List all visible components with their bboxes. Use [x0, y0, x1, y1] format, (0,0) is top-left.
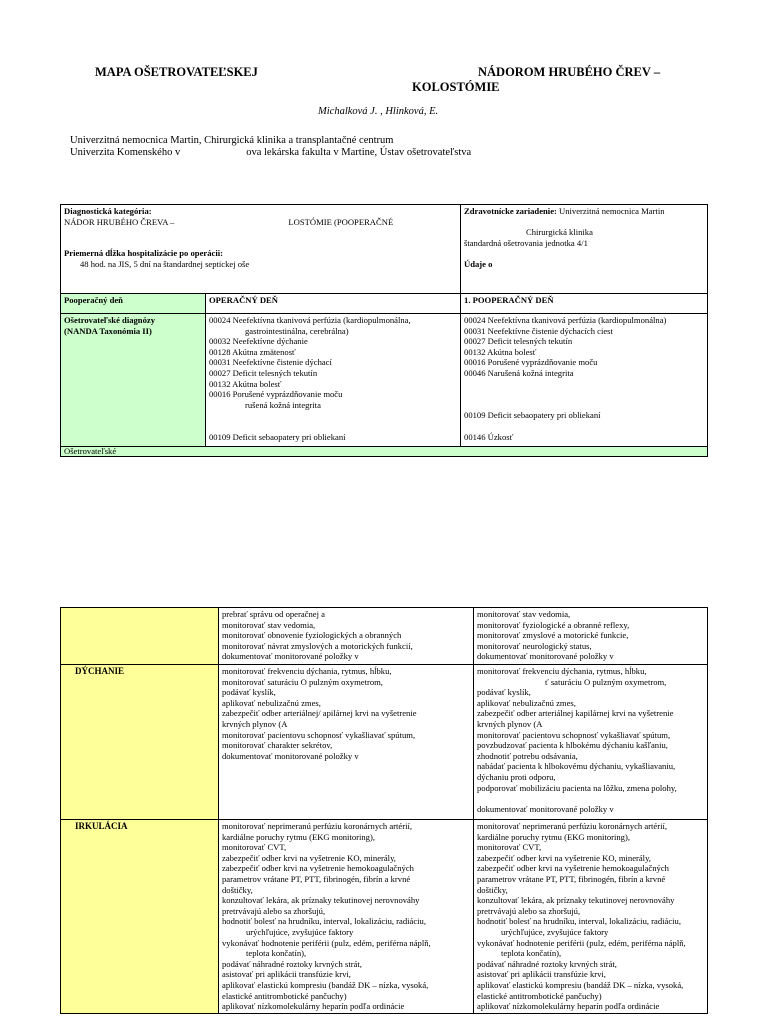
list-item: parametrov vrátane PT, PTT, fibrinogén, fibrín a krvné [222, 873, 411, 884]
section-neuro-label [61, 608, 219, 665]
list-item: monitorovať obnovenie fyziologických a obranných [222, 630, 402, 641]
list-item: doštičky, [477, 884, 508, 895]
list-item: doštičky, [222, 884, 253, 895]
diagnosis-category-cell [61, 205, 461, 294]
list-item: monitorovať neprimeranú perfúziu koronárnych artérií, [222, 821, 413, 831]
document-title-left: MAPA OŠETROVATEĽSKEJ [95, 65, 258, 79]
list-item: 00132 Akútna bolesť [209, 378, 282, 389]
document-title-right: NÁDOROM HRUBÉHO ČREV – [478, 65, 661, 79]
facility-department: Chirurgická klinika [526, 227, 593, 238]
list-item: monitorovať návrat zmyslových a motorických funkcií, [222, 640, 413, 651]
section-circulation-postop-day-1 [474, 820, 708, 1014]
list-item: konzultovať lekára, ak príznaky tekutinovej nerovnováhy [222, 895, 420, 906]
list-item: podávať náhradné roztoky krvných strát, [477, 958, 617, 969]
list-item: 00027 Deficit telesných tekutín [209, 367, 318, 378]
list-item: asistovať pri aplikácii transfúzie krvi, [477, 969, 606, 980]
document-title-right-line2: KOLOSTÓMIE [412, 80, 500, 94]
nursing-interventions-label: Ošetrovateľské [61, 447, 708, 457]
hospital-stay-value: 48 hod. na JIS, 5 dní na štandardnej septickej oše [80, 258, 250, 269]
list-item: zabezpečiť odber krvi na vyšetrenie hemokoagulačných [222, 863, 414, 874]
list-item: 00109 Deficit sebaopatery pri obliekaní [209, 431, 346, 442]
list-item: 00024 Neefektívna tkanivová perfúzia (kardiopulmonálna, [209, 315, 411, 325]
list-item: kardiálne poruchy rytmu (EKG monitoring), [477, 831, 630, 842]
list-item: 00027 Deficit telesných tekutín [464, 336, 573, 347]
list-item: monitorovať neurologický status, [477, 640, 592, 651]
list-item: 00128 Akútna zmätenosť [209, 346, 296, 357]
list-item: monitorovať frekvenciu dýchania, rytmus, hĺbku, [477, 666, 647, 676]
list-item: hodnotiť bolesť na hrudníku, interval, lokalizáciu, radiáciu, [477, 916, 681, 927]
list-item: monitorovať neprimeranú perfúziu koronárnych artérií, [477, 821, 668, 831]
institution-line2: Univerzita Komenského v ova lekárska fakulta v Martine, Ústav ošetrovateľstva [70, 147, 472, 158]
list-item: aplikovať elastickú kompresiu (bandáž DK – nízka, vysoká, [222, 979, 429, 990]
authors: Michalková J. , Hlinková, E. [318, 106, 439, 117]
list-item: zabezpečiť odber krvi na vyšetrenie hemokoagulačných [477, 863, 669, 874]
list-item: ť saturáciu O pulzným oxymetrom, [545, 676, 667, 687]
list-item: nabádať pacienta k hlbokovému dýchaniu, vykašliavaniu, [477, 761, 676, 772]
list-item: 00016 Porušené vyprázdňovanie moču [209, 389, 343, 400]
list-item: monitorovať stav vedomia, [477, 609, 571, 619]
list-item: podávať náhradné roztoky krvných strát, [222, 958, 362, 969]
list-item: hodnotiť bolesť na hrudníku, interval, lokalizáciu, radiáciu, [222, 916, 426, 927]
list-item: podporovať mobilizáciu pacienta na lôžku, zmena polohy, [477, 782, 677, 793]
list-item: zabezpečiť odber arteriálnej/ apilárnej krvi na vyšetrenie [222, 708, 417, 719]
list-item: parametrov vrátane PT, PTT, fibrinogén, fibrín a krvné [477, 873, 666, 884]
diagnosis-category-value: NÁDOR HRUBÉHO ČREVA – LOSTÓMIE (POOPERAČNÉ [64, 216, 394, 227]
column-header-postop-day-1: 1. POOPERAČNÝ DEŇ [461, 294, 708, 314]
nursing-diagnoses-label: Ošetrovateľské diagnózy (NANDA Taxonómia II) [61, 314, 206, 447]
list-item: elastické antitrombotické pančuchy) [222, 990, 347, 1001]
data-label: Údaje o [464, 258, 493, 269]
list-item: monitorovať pacientovu schopnosť vykašliavať spútum, [477, 729, 671, 740]
list-item: aplikovať nebulizačnú zmes, [222, 697, 321, 708]
list-item: povzbudzovať pacienta k hlbokému dýchaniu kašľaniu, [477, 740, 668, 751]
diagnoses-postop-day-1 [461, 314, 708, 447]
facility-unit: štandardná ošetrovania jednotka 4/1 [464, 237, 588, 248]
section-breathing-postop-day-1 [474, 665, 708, 820]
institution-line1: Univerzitná nemocnica Martin, Chirurgická klinika a transplantačné centrum [70, 135, 394, 146]
diagnoses-operative-day [206, 314, 461, 447]
list-item: teplota končatín), [501, 948, 562, 959]
list-item: 00132 Akútna bolesť [464, 346, 537, 357]
hospital-stay-label: Priemerná dĺžka hospitalizácie po operácii: [64, 248, 223, 259]
list-item: prebrať správu od operačnej a [222, 609, 325, 619]
list-item: aplikovať elastickú kompresiu (bandáž DK – nízka, vysoká, [477, 979, 684, 990]
list-item: monitorovať charakter sekrétov, [222, 740, 333, 751]
list-item: dokumentovať monitorované položky v [222, 750, 359, 761]
care-map-header-table [60, 204, 708, 457]
list-item: gastrointestinálna, cerebrálna) [245, 325, 349, 336]
section-neuro-operative-day [219, 608, 474, 665]
list-item: monitorovať frekvenciu dýchania, rytmus, hĺbku, [222, 666, 392, 676]
list-item: 00024 Neefektívna tkanivová perfúzia (kardiopulmonálna) [464, 315, 667, 325]
list-item: dokumentovať monitorované položky v [222, 651, 359, 662]
section-breathing-operative-day [219, 665, 474, 820]
postop-day-label: Pooperačný deň [61, 294, 206, 314]
section-circulation-label: IRKULÁCIA [61, 820, 219, 1014]
list-item: dýchaniu proti odporu, [477, 771, 556, 782]
list-item: asistovať pri aplikácii transfúzie krvi, [222, 969, 351, 980]
list-item: elastické antitrombotické pančuchy) [477, 990, 602, 1001]
list-item: 00016 Porušené vyprázdňovanie moču [464, 357, 598, 368]
diagnosis-category-label: Diagnostická kategória: [64, 206, 152, 216]
list-item: rušená kožná integrita [245, 399, 321, 410]
list-item: monitorovať saturáciu O pulzným oxymetrom, [222, 676, 383, 687]
list-item: teplota končatín), [246, 948, 307, 959]
list-item: zabezpečiť odber krvi na vyšetrenie KO, minerály, [477, 852, 651, 863]
section-circulation-operative-day [219, 820, 474, 1014]
institution [70, 135, 471, 159]
list-item: zabezpečiť odber krvi na vyšetrenie KO, minerály, [222, 852, 396, 863]
list-item: aplikovať nízkomolekulárny heparín podľa ordinácie [477, 1001, 660, 1012]
list-item: konzultovať lekára, ak príznaky tekutinovej nerovnováhy [477, 895, 675, 906]
facility-cell [461, 205, 708, 294]
list-item: monitorovať CVT, [222, 842, 287, 853]
list-item: 00031 Neefektívne čistenie dýchacích ciest [464, 325, 613, 336]
list-item: podávať kyslík, [477, 687, 531, 698]
list-item: dokumentovať monitorované položky v [477, 651, 614, 662]
facility-line: Zdravotnícke zariadenie: Univerzitná nemocnica Martin [464, 206, 665, 216]
care-map-interventions-table [60, 607, 708, 1014]
list-item: vykonávať hodnotenie periférii (pulz, edém, periférna náplň, [222, 937, 431, 948]
list-item: kardiálne poruchy rytmu (EKG monitoring), [222, 831, 375, 842]
list-item: monitorovať pacientovu schopnosť vykašliavať spútum, [222, 729, 416, 740]
list-item: aplikovať nízkomolekulárny heparín podľa ordinácie [222, 1001, 405, 1012]
list-item: zabezpečiť odber arteriálnej kapilárnej krvi na vyšetrenie [477, 708, 674, 719]
list-item: urýchľujúce, zvyšujúce faktory [246, 926, 354, 937]
list-item: 00146 Úzkosť [464, 431, 514, 442]
list-item: monitorovať fyziologické a obranné reflexy, [477, 619, 630, 630]
list-item: 00046 Narušená kožná integrita [464, 367, 574, 378]
list-item: pretrvávajú alebo sa zhoršujú, [477, 905, 581, 916]
list-item: zhodnotiť potrebu odsávania, [477, 750, 578, 761]
list-item: 00109 Deficit sebaopatery pri obliekaní [464, 410, 601, 421]
list-item: 00032 Neefektívne dýchanie [209, 336, 308, 347]
column-header-operative-day: OPERAČNÝ DEŇ [206, 294, 461, 314]
list-item: dokumentovať monitorované položky v [477, 803, 614, 814]
list-item: podávať kyslík, [222, 687, 276, 698]
list-item: krvných plynov (A [477, 718, 543, 729]
list-item: 00031 Neefektívne čistenie dýchací [209, 357, 332, 368]
list-item: monitorovať stav vedomia, [222, 619, 316, 630]
list-item: urýchľujúce, zvyšujúce faktory [501, 926, 609, 937]
list-item: krvných plynov (A [222, 718, 288, 729]
section-neuro-postop-day-1 [474, 608, 708, 665]
section-breathing-label: DÝCHANIE [61, 665, 219, 820]
list-item: pretrvávajú alebo sa zhoršujú, [222, 905, 326, 916]
list-item: monitorovať CVT, [477, 842, 542, 853]
list-item: vykonávať hodnotenie periférii (pulz, edém, periférna náplň, [477, 937, 686, 948]
list-item: monitorovať zmyslové a motorické funkcie, [477, 630, 629, 641]
list-item: aplikovať nebulizačnú zmes, [477, 697, 576, 708]
